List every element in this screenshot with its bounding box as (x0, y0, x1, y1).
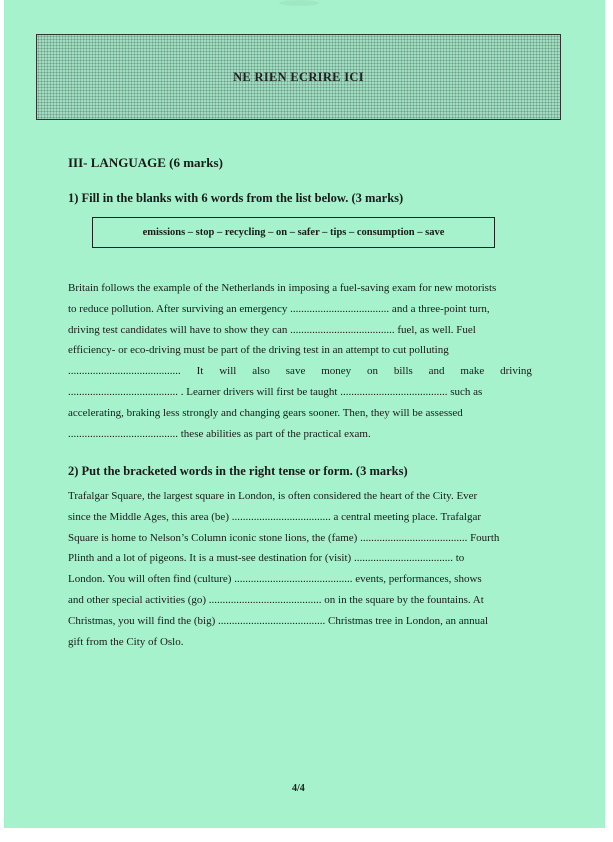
scan-smudge (279, 0, 319, 6)
passage-line (68, 569, 532, 590)
banner-text: NE RIEN ECRIRE ICI (233, 69, 364, 84)
passage-line (68, 590, 532, 611)
passage-line (68, 632, 532, 653)
passage-text: and other special activities (go) ......................................... on in the square by the fountains. At (68, 593, 484, 606)
passage-text: Britain follows the example of the Netherlands in imposing a fuel-saving exam for new motorists (68, 282, 497, 294)
passage-line (68, 548, 532, 569)
passage-text: on (367, 365, 378, 378)
passage-line (68, 382, 532, 403)
passage-text: driving (500, 365, 532, 378)
passage-text: ......................................... (68, 365, 181, 378)
question-1-passage (68, 278, 532, 444)
question-2-title: 2) Put the bracketed words in the right tense or form. (3 marks) (68, 464, 408, 478)
question-2-passage (68, 486, 532, 652)
passage-line (68, 486, 532, 507)
passage-line (68, 424, 532, 445)
passage-text: It (196, 365, 204, 378)
passage-text: ........................................ . Learner drivers will first be taught ....................................... such as (68, 385, 483, 398)
passage-text: bills (393, 365, 413, 378)
passage-line (68, 361, 532, 382)
passage-text: accelerating, braking less strongly and changing gears sooner. Then, they will be assessed (68, 406, 463, 419)
passage-text: Christmas, you will find the (big) ....................................... Christmas tree in London, an annual (68, 614, 489, 627)
passage-text: also (252, 365, 270, 378)
word-list-box (92, 217, 495, 248)
word-list: emissions – stop – recycling – on – safer – tips – consumption – save (142, 227, 445, 238)
passage-line (68, 340, 532, 361)
passage-text: and (428, 365, 445, 378)
passage-text: Trafalgar Square, the largest square in London, is often considered the heart of the City. Ever (68, 490, 478, 502)
passage-line (68, 507, 532, 528)
passage-text: save (285, 365, 306, 378)
passage-text: make (460, 365, 485, 378)
passage-text: Plinth and a lot of pigeons. It is a must-see destination for (visit) .................................... to (68, 552, 465, 565)
passage-text: to reduce pollution. After surviving an emergency .................................... and a three-point turn, (68, 302, 490, 315)
passage-line (68, 299, 532, 320)
passage-line (68, 528, 532, 549)
passage-text: Square is home to Nelson’s Column iconic stone lions, the (fame) ....................................... Fourth (68, 531, 500, 544)
page-number: 4/4 (292, 783, 305, 794)
passage-text: since the Middle Ages, this area (be) .................................... a central meeting place. Trafalgar (68, 510, 481, 523)
passage-text: gift from the City of Oslo. (68, 635, 184, 648)
section-heading: III- LANGUAGE (6 marks) (68, 155, 223, 170)
passage-line (68, 403, 532, 424)
passage-text: efficiency- or eco-driving must be part of the driving test in an attempt to cut polluting (68, 344, 449, 357)
passage-text: London. You will often find (culture) ........................................... events, performances, shows (68, 573, 482, 586)
passage-line (68, 320, 532, 341)
passage-text: money (321, 365, 352, 378)
passage-text: ........................................ these abilities as part of the practical exam. (68, 427, 371, 440)
exam-page (4, 0, 605, 828)
question-1-title: 1) Fill in the blanks with 6 words from the list below. (3 marks) (68, 191, 404, 205)
passage-line (68, 278, 532, 299)
passage-line (68, 611, 532, 632)
passage-text: driving test candidates will have to show they can ...................................... fuel, as well. Fuel (68, 323, 476, 336)
passage-text: will (219, 365, 237, 378)
do-not-write-banner (36, 34, 561, 120)
